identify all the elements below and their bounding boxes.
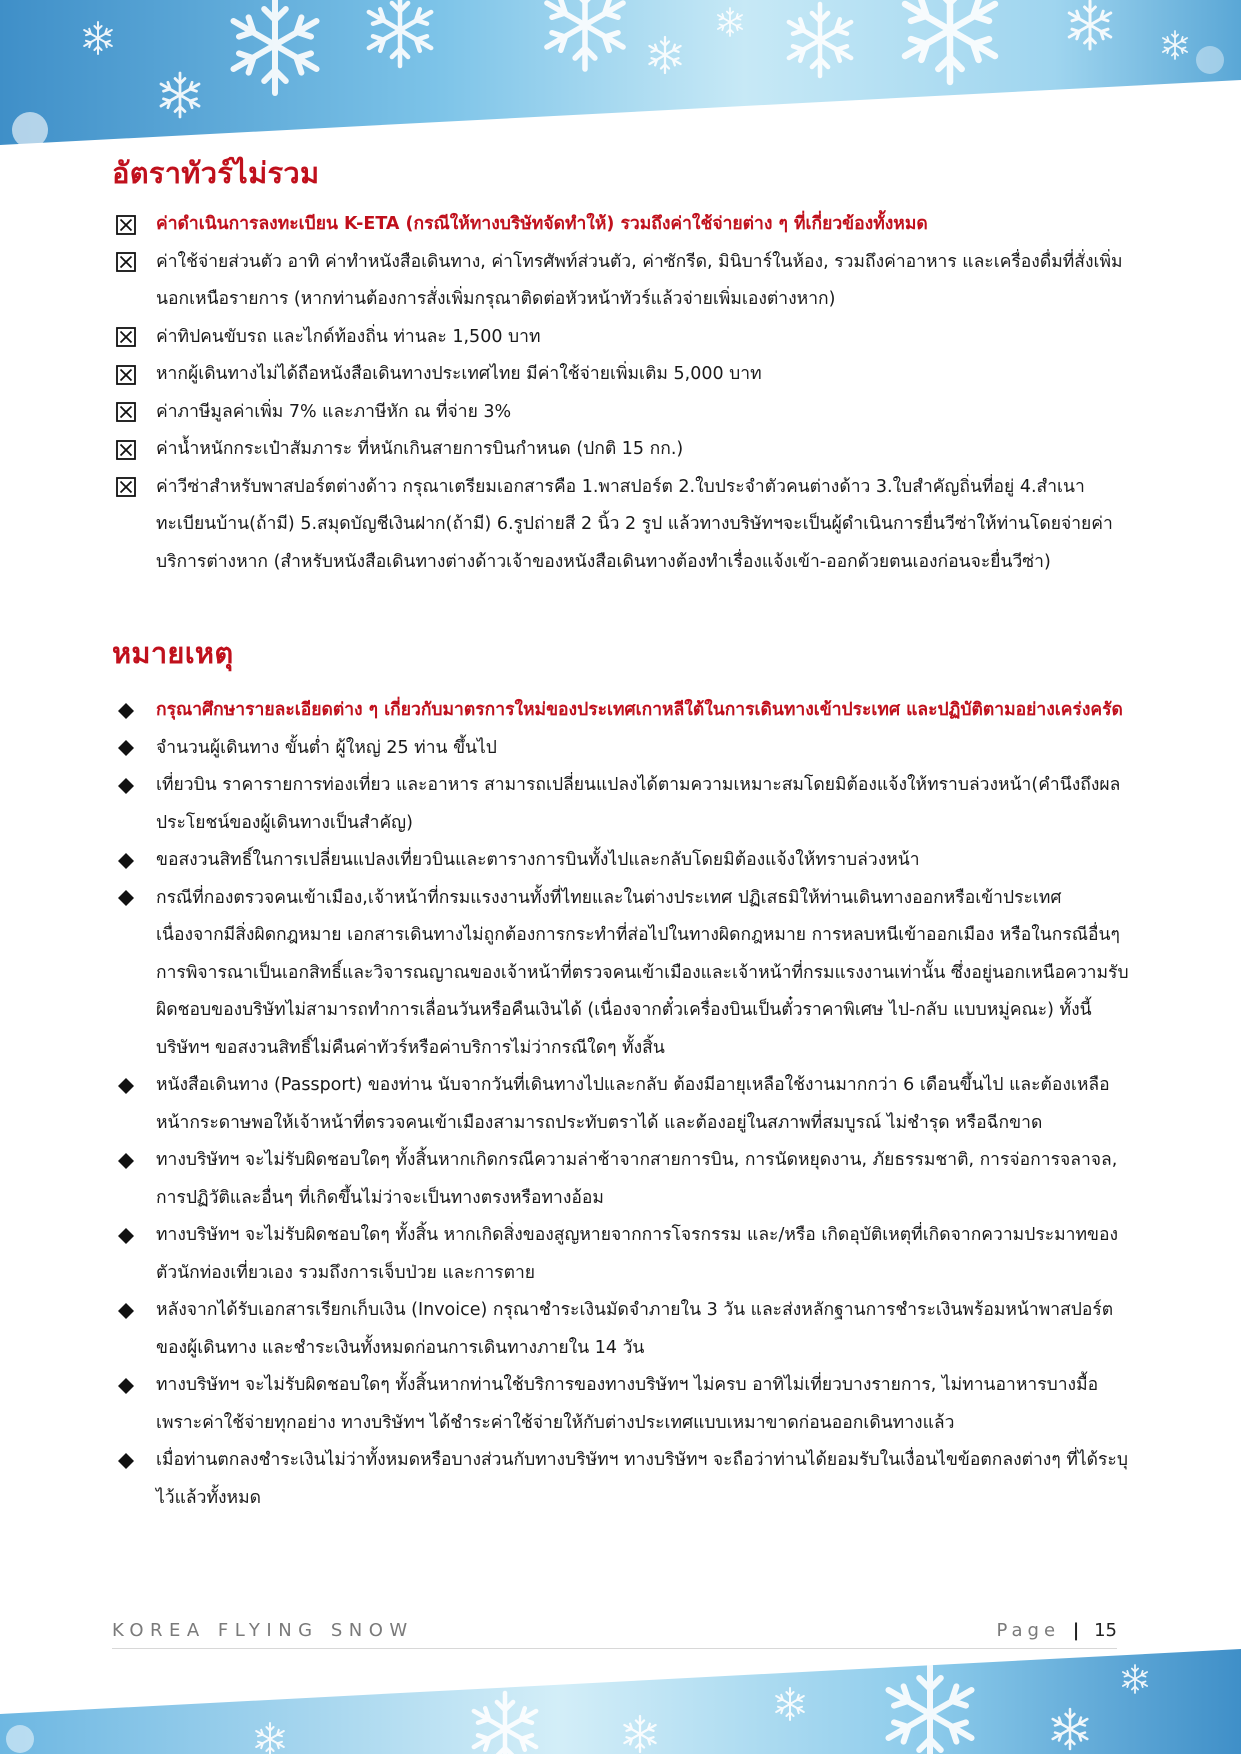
notes-item-text: หลังจากได้รับเอกสารเรียกเก็บเงิน (Invoice) กรุณาชำระเงินมัดจำภายใน 3 วัน และส่งหลักฐานการชำระเงินพร้อมหน้าพาสปอร์ตของผู้เดินทาง และชำระเงินทั้งหมดก่อนการเดินทางภายใน 14 วัน [156, 1300, 1114, 1358]
boxed-x-icon [114, 394, 138, 432]
diamond-bullet-icon [114, 1142, 138, 1180]
notes-item-text: ทางบริษัทฯ จะไม่รับผิดชอบใดๆ ทั้งสิ้นหากท่านใช้บริการของทางบริษัทฯ ไม่ครบ อาทิไม่เที่ยวบางรายการ, ไม่ทานอาหารบางมื้อเพราะค่าใช้จ่ายทุกอย่าง ทางบริษัทฯ ได้ชำระค่าใช้จ่ายให้กับต่างประเทศแบบเหมาขาดก่อนออกเดินทางแล้ว [156, 1375, 1099, 1433]
excluded-item-text: ค่าน้ำหนักกระเป๋าสัมภาระ ที่หนักเกินสายการบินกำหนด (ปกติ 15 กก.) [156, 439, 684, 459]
notes-item-text: กรุณาศึกษารายละเอียดต่าง ๆ เกี่ยวกับมาตรการใหม่ของประเทศเกาหลีใต้ในการเดินทางเข้าประเทศ และปฏิบัติตามอย่างเคร่งครัด [156, 700, 1123, 720]
notes-item-text: กรณีที่กองตรวจคนเข้าเมือง,เจ้าหน้าที่กรมแรงงานทั้งที่ไทยและในต่างประเทศ ปฏิเสธมิให้ท่านเดินทางออกหรือเข้าประเทศ เนื่องจากมีสิ่งผิดกฎหมาย เอกสารเดินทางไม่ถูกต้องการกระทำที่ส่อไปในทางผิดกฎหมาย การหลบหนีเข้าออกเมือง หรือในกรณีอื่นๆการพิจารณาเป็นเอกสิทธิ์และวิจารณญาณของเจ้าหน้าที่ตรวจคนเข้าเมืองและเจ้าหน้าที่กรมแรงงานเท่านั้น ซึ่งอยู่นอกเหนือความรับผิดชอบของบริษัทไม่สามารถทำการเลื่อนวันหรือคืนเงินได้ (เนื่องจากตั๋วเครื่องบินเป็นตั๋วราคาพิเศษ ไป-กลับ แบบหมู่คณะ) ทั้งนี้บริษัทฯ ขอสงวนสิทธิ์ไม่คืนค่าทัวร์หรือค่าบริการไม่ว่ากรณีใดๆ ทั้งสิ้น [156, 887, 1129, 1058]
notes-item [112, 880, 1132, 1068]
boxed-x-icon [114, 356, 138, 394]
excluded-section-title: อัตราทัวร์ไม่รวม [112, 156, 320, 190]
footer-program-name: KOREA FLYING SNOW [112, 1620, 414, 1641]
diamond-bullet-icon [114, 1067, 138, 1105]
excluded-item [112, 394, 1132, 432]
notes-item-text: ทางบริษัทฯ จะไม่รับผิดชอบใดๆ ทั้งสิ้นหากเกิดกรณีความล่าช้าจากสายการบิน, การนัดหยุดงาน, ภัยธรรมชาติ, การจ่อการจลาจล, การปฏิวัติและอื่นๆ ที่เกิดขึ้นไม่ว่าจะเป็นทางตรงหรือทางอ้อม [156, 1150, 1118, 1208]
header-banner [0, 0, 1241, 150]
notes-item-text: เที่ยวบิน ราคารายการท่องเที่ยว และอาหาร สามารถเปลี่ยนแปลงได้ตามความเหมาะสมโดยมิต้องแจ้งให้ทราบล่วงหน้า(คำนึงถึงผลประโยชน์ของผู้เดินทางเป็นสำคัญ) [156, 775, 1121, 833]
diamond-bullet-icon [114, 1217, 138, 1255]
diamond-bullet-icon [114, 767, 138, 805]
diamond-bullet-icon [114, 842, 138, 880]
notes-item [112, 1292, 1132, 1367]
notes-item-text: ขอสงวนสิทธิ์ในการเปลี่ยนแปลงเที่ยวบินและตารางการบินทั้งไปและกลับโดยมิต้องแจ้งให้ทราบล่วงหน้า [156, 850, 920, 870]
diamond-bullet-icon [114, 880, 138, 918]
notes-item [112, 730, 1132, 768]
notes-item [112, 1442, 1132, 1517]
notes-item-text: หนังสือเดินทาง (Passport) ของท่าน นับจากวันที่เดินทางไปและกลับ ต้องมีอายุเหลือใช้งานมากกว่า 6 เดือนขึ้นไป และต้องเหลือหน้ากระดาษพอให้เจ้าหน้าที่ตรวจคนเข้าเมืองสามารถประทับตราได้ และต้องอยู่ในสภาพที่สมบูรณ์ ไม่ชำรุด หรือฉีกขาด [156, 1075, 1110, 1133]
notes-item-text: เมื่อท่านตกลงชำระเงินไม่ว่าทั้งหมดหรือบางส่วนกับทางบริษัทฯ ทางบริษัทฯ จะถือว่าท่านได้ยอมรับในเงื่อนไขข้อตกลงต่างๆ ที่ได้ระบุไว้แล้วทั้งหมด [156, 1450, 1128, 1508]
boxed-x-icon [114, 206, 138, 244]
notes-item [112, 1142, 1132, 1217]
diamond-bullet-icon [114, 692, 138, 730]
notes-item [112, 1217, 1132, 1292]
notes-item [112, 1067, 1132, 1142]
diamond-bullet-icon [114, 1442, 138, 1480]
page-label: Page [996, 1620, 1061, 1641]
excluded-item [112, 469, 1132, 582]
excluded-list [112, 206, 1132, 581]
excluded-item-text: ค่าทิปคนขับรถ และไกด์ท้องถิ่น ท่านละ 1,500 บาท [156, 326, 541, 347]
diamond-bullet-icon [114, 1292, 138, 1330]
excluded-item [112, 206, 1132, 244]
excluded-item-text: ค่าภาษีมูลค่าเพิ่ม 7% และภาษีหัก ณ ที่จ่าย 3% [156, 401, 512, 422]
notes-list [112, 692, 1132, 1517]
boxed-x-icon [114, 244, 138, 282]
notes-section-title: หมายเหตุ [112, 636, 234, 670]
excluded-item-text: ค่าดำเนินการลงทะเบียน K-ETA (กรณีให้ทางบริษัทจัดทำให้) รวมถึงค่าใช้จ่ายต่าง ๆ ที่เกี่ยวข้องทั้งหมด [156, 214, 928, 234]
notes-item [112, 767, 1132, 842]
footer-banner [0, 1644, 1241, 1754]
boxed-x-icon [114, 319, 138, 357]
page-number: 15 [1094, 1620, 1117, 1641]
notes-item [112, 842, 1132, 880]
boxed-x-icon [114, 431, 138, 469]
diamond-bullet-icon [114, 1367, 138, 1405]
page-separator: | [1072, 1620, 1080, 1641]
excluded-item [112, 244, 1132, 319]
excluded-item-text: ค่าใช้จ่ายส่วนตัว อาทิ ค่าทำหนังสือเดินทาง, ค่าโทรศัพท์ส่วนตัว, ค่าซักรีด, มินิบาร์ในห้อง, รวมถึงค่าอาหาร และเครื่องดื่มที่สั่งเพิ่มนอกเหนือรายการ (หากท่านต้องการสั่งเพิ่มกรุณาติดต่อหัวหน้าทัวร์แล้วจ่ายเพิ่มเองต่างหาก) [156, 251, 1123, 309]
notes-item [112, 692, 1132, 730]
excluded-item-text: หากผู้เดินทางไม่ได้ถือหนังสือเดินทางประเทศไทย มีค่าใช้จ่ายเพิ่มเติม 5,000 บาท [156, 364, 762, 384]
excluded-item [112, 431, 1132, 469]
diamond-bullet-icon [114, 730, 138, 768]
excluded-item-text: ค่าวีซ่าสำหรับพาสปอร์ตต่างด้าว กรุณาเตรียมเอกสารคือ 1.พาสปอร์ต 2.ใบประจำตัวคนต่างด้าว 3.ใบสำคัญถิ่นที่อยู่ 4.สำเนาทะเบียนบ้าน(ถ้ามี) 5.สมุดบัญชีเงินฝาก(ถ้ามี) 6.รูปถ่ายสี 2 นิ้ว 2 รูป แล้วทางบริษัทฯจะเป็นผู้ดำเนินการยื่นวีซ่าให้ท่านโดยจ่ายค่าบริการต่างหาก (สำหรับหนังสือเดินทางต่างด้าวเจ้าของหนังสือเดินทางต้องทำเรื่องแจ้งเข้า-ออกด้วยตนเองก่อนจะยื่นวีซ่า) [156, 476, 1113, 572]
notes-item-text: ทางบริษัทฯ จะไม่รับผิดชอบใดๆ ทั้งสิ้น หากเกิดสิ่งของสูญหายจากการโจรกรรม และ/หรือ เกิดอุบัติเหตุที่เกิดจากความประมาทของตัวนักท่องเที่ยวเอง รวมถึงการเจ็บป่วย และการตาย [156, 1225, 1119, 1283]
excluded-item [112, 356, 1132, 394]
footer-page-number [996, 1620, 1117, 1641]
boxed-x-icon [114, 469, 138, 507]
excluded-item [112, 319, 1132, 357]
notes-item [112, 1367, 1132, 1442]
notes-item-text: จำนวนผู้เดินทาง ขั้นต่ำ ผู้ใหญ่ 25 ท่าน ขึ้นไป [156, 737, 497, 758]
